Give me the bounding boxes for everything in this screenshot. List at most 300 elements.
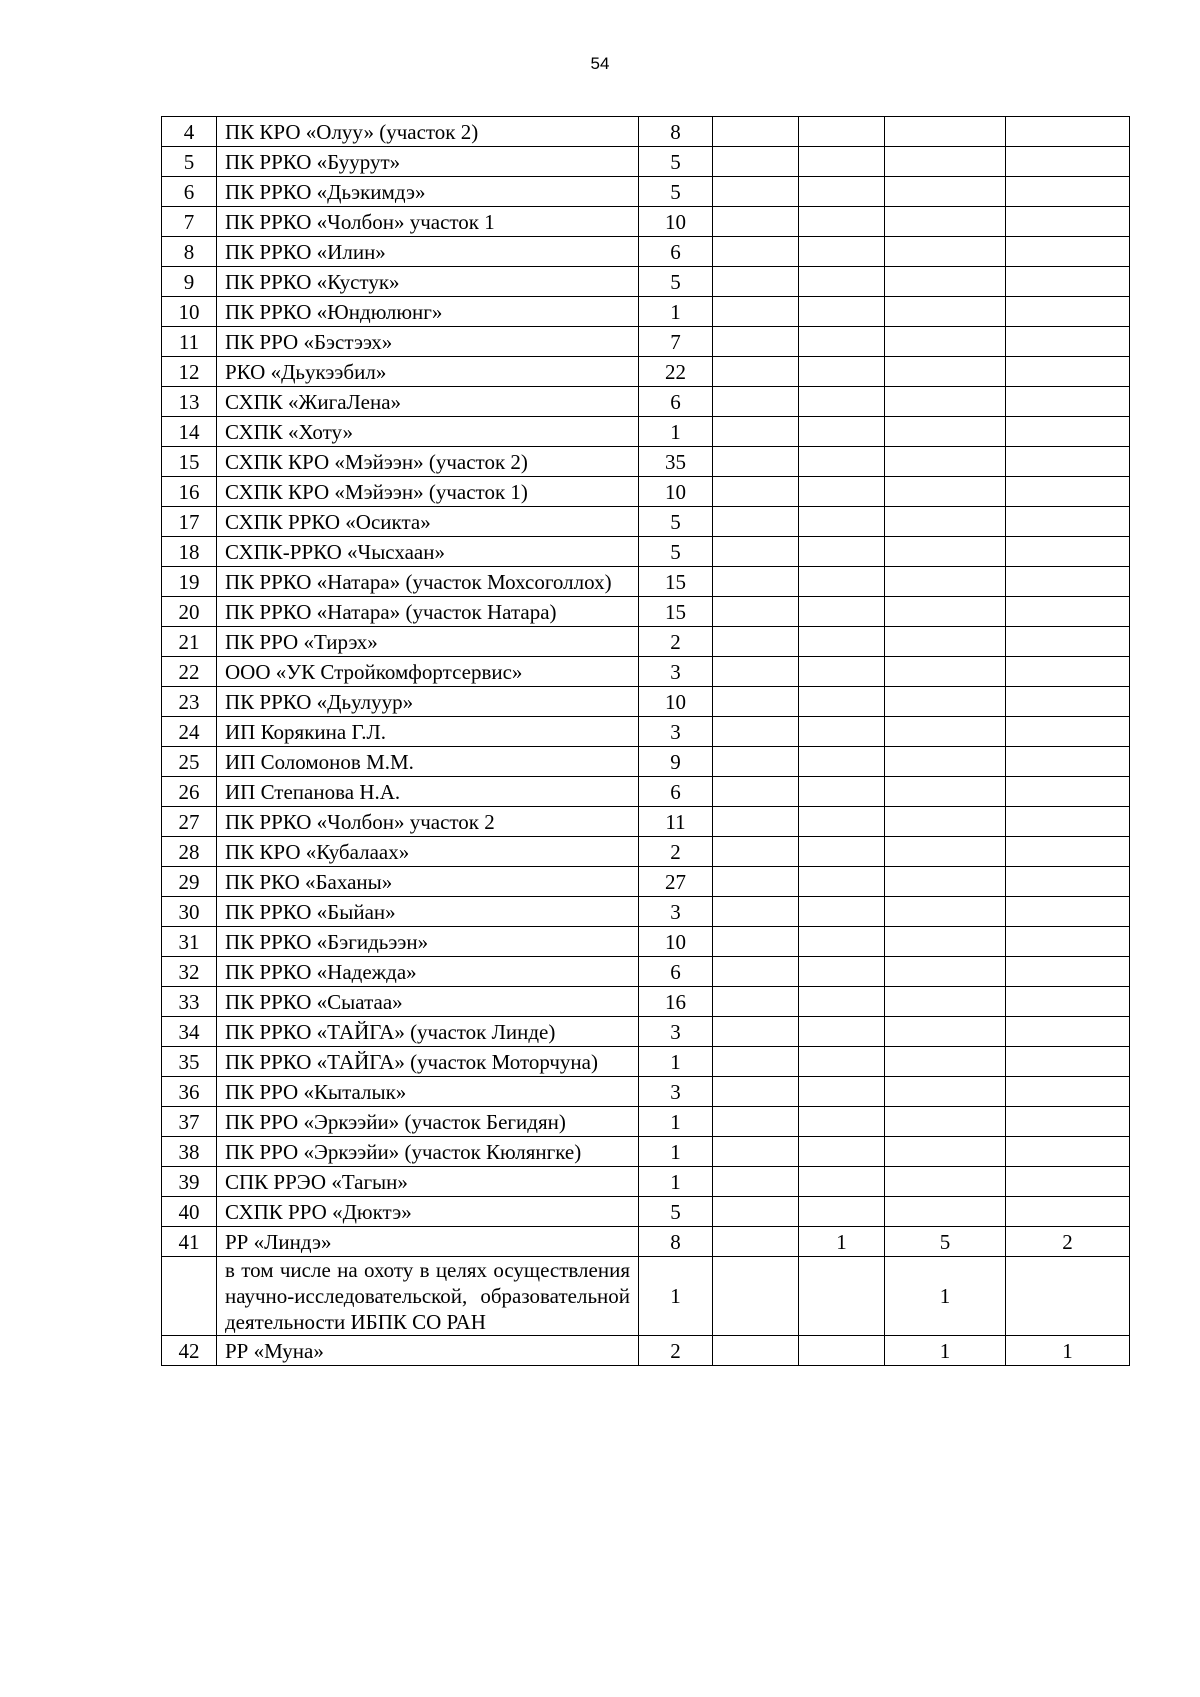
quota-total: 11 <box>639 807 713 837</box>
organization-name: ПК РРКО «Илин» <box>217 237 639 267</box>
table-row <box>162 717 1130 747</box>
row-number: 26 <box>162 777 217 807</box>
table-row <box>162 177 1130 207</box>
quota-col-4 <box>885 657 1006 687</box>
quota-col-4: 1 <box>885 1336 1006 1366</box>
quota-col-4 <box>885 837 1006 867</box>
table-row <box>162 267 1130 297</box>
quota-col-5 <box>1006 387 1130 417</box>
row-number: 8 <box>162 237 217 267</box>
organization-name: СХПК КРО «Мэйээн» (участок 1) <box>217 477 639 507</box>
quota-col-2 <box>713 627 799 657</box>
quota-col-5 <box>1006 747 1130 777</box>
quota-col-3 <box>799 987 885 1017</box>
organization-name: ИП Соломонов М.М. <box>217 747 639 777</box>
quota-total: 16 <box>639 987 713 1017</box>
quota-col-5: 2 <box>1006 1227 1130 1257</box>
quota-col-2 <box>713 927 799 957</box>
organization-name: ПК РРКО «ТАЙГА» (участок Моторчуна) <box>217 1047 639 1077</box>
quota-col-3 <box>799 1197 885 1227</box>
organization-name: ПК РРКО «Буурут» <box>217 147 639 177</box>
row-number: 35 <box>162 1047 217 1077</box>
table-row <box>162 687 1130 717</box>
row-number: 9 <box>162 267 217 297</box>
quota-col-2 <box>713 747 799 777</box>
quota-col-2 <box>713 837 799 867</box>
quota-col-5 <box>1006 657 1130 687</box>
quota-col-4 <box>885 267 1006 297</box>
quota-col-2 <box>713 477 799 507</box>
organization-name: ПК РРКО «Чолбон» участок 2 <box>217 807 639 837</box>
quota-col-5 <box>1006 867 1130 897</box>
quota-col-4 <box>885 1047 1006 1077</box>
quota-total: 10 <box>639 207 713 237</box>
quota-col-3 <box>799 897 885 927</box>
table-row <box>162 927 1130 957</box>
row-number: 42 <box>162 1336 217 1366</box>
quota-col-5 <box>1006 1077 1130 1107</box>
quota-col-3 <box>799 267 885 297</box>
table-row <box>162 237 1130 267</box>
quota-col-5 <box>1006 1197 1130 1227</box>
quota-col-2 <box>713 897 799 927</box>
table-row <box>162 957 1130 987</box>
organization-name: ИП Корякина Г.Л. <box>217 717 639 747</box>
quota-col-2 <box>713 807 799 837</box>
quota-col-3 <box>799 687 885 717</box>
table-row <box>162 207 1130 237</box>
quota-col-3 <box>799 1167 885 1197</box>
quota-col-3 <box>799 807 885 837</box>
quota-col-5 <box>1006 567 1130 597</box>
organization-name: ПК РРКО «Сыатаа» <box>217 987 639 1017</box>
quota-col-4 <box>885 357 1006 387</box>
quota-col-3 <box>799 1017 885 1047</box>
table-row <box>162 837 1130 867</box>
organization-name: РКО «Дьукээбил» <box>217 357 639 387</box>
organization-name: ПК РРКО «Быйан» <box>217 897 639 927</box>
table-row <box>162 357 1130 387</box>
quota-col-2 <box>713 327 799 357</box>
table-row <box>162 1047 1130 1077</box>
quota-col-3 <box>799 597 885 627</box>
quota-col-5 <box>1006 807 1130 837</box>
organization-name: ПК РРКО «Натара» (участок Мохсоголлох) <box>217 567 639 597</box>
table-row <box>162 537 1130 567</box>
organization-name: ПК РРКО «Дьэкимдэ» <box>217 177 639 207</box>
organization-name: РР «Муна» <box>217 1336 639 1366</box>
organization-name: СХПК РРКО «Осикта» <box>217 507 639 537</box>
quota-col-5 <box>1006 597 1130 627</box>
quota-col-2 <box>713 447 799 477</box>
quota-col-2 <box>713 207 799 237</box>
quota-col-2 <box>713 237 799 267</box>
quota-col-3 <box>799 507 885 537</box>
row-number: 25 <box>162 747 217 777</box>
quota-col-3 <box>799 207 885 237</box>
quota-col-4 <box>885 1197 1006 1227</box>
quota-col-3 <box>799 1047 885 1077</box>
table-row <box>162 657 1130 687</box>
quota-col-4 <box>885 207 1006 237</box>
organization-name: ПК РРО «Бэстээх» <box>217 327 639 357</box>
quota-col-5 <box>1006 207 1130 237</box>
quota-col-4 <box>885 567 1006 597</box>
quota-col-2 <box>713 777 799 807</box>
quota-col-2 <box>713 657 799 687</box>
quota-col-4 <box>885 237 1006 267</box>
quota-total: 10 <box>639 687 713 717</box>
row-number: 14 <box>162 417 217 447</box>
quota-col-3 <box>799 1137 885 1167</box>
row-number: 31 <box>162 927 217 957</box>
quota-total: 6 <box>639 957 713 987</box>
quota-col-2 <box>713 1077 799 1107</box>
quota-total: 1 <box>639 1257 713 1336</box>
row-number: 40 <box>162 1197 217 1227</box>
table-row <box>162 297 1130 327</box>
row-number: 19 <box>162 567 217 597</box>
quota-total: 3 <box>639 1017 713 1047</box>
quota-col-2 <box>713 297 799 327</box>
quota-col-5 <box>1006 267 1130 297</box>
row-number: 11 <box>162 327 217 357</box>
quota-col-4 <box>885 507 1006 537</box>
page-number: 54 <box>590 54 610 73</box>
quota-total: 1 <box>639 1107 713 1137</box>
quota-total: 6 <box>639 777 713 807</box>
quota-col-3 <box>799 177 885 207</box>
quota-col-4 <box>885 477 1006 507</box>
quota-col-5 <box>1006 1167 1130 1197</box>
quota-col-5: 1 <box>1006 1336 1130 1366</box>
quota-total: 5 <box>639 177 713 207</box>
table-row <box>162 1167 1130 1197</box>
quota-col-4 <box>885 1077 1006 1107</box>
table-row <box>162 987 1130 1017</box>
quota-col-2 <box>713 417 799 447</box>
quota-col-5 <box>1006 987 1130 1017</box>
quota-col-4 <box>885 897 1006 927</box>
quota-col-5 <box>1006 957 1130 987</box>
quota-col-5 <box>1006 327 1130 357</box>
row-number: 6 <box>162 177 217 207</box>
organization-name: ПК РРО «Кыталык» <box>217 1077 639 1107</box>
quota-total: 5 <box>639 507 713 537</box>
quota-col-4: 1 <box>885 1257 1006 1336</box>
quota-col-4 <box>885 927 1006 957</box>
quota-col-5 <box>1006 777 1130 807</box>
quota-col-5 <box>1006 1107 1130 1137</box>
quota-col-4 <box>885 1017 1006 1047</box>
row-number: 22 <box>162 657 217 687</box>
row-number: 5 <box>162 147 217 177</box>
quota-col-3 <box>799 417 885 447</box>
organization-name: ООО «УК Стройкомфортсервис» <box>217 657 639 687</box>
organization-name: ПК КРО «Олуу» (участок 2) <box>217 117 639 147</box>
row-number: 36 <box>162 1077 217 1107</box>
table-row <box>162 1197 1130 1227</box>
table-row <box>162 117 1130 147</box>
quota-col-4 <box>885 1137 1006 1167</box>
quota-col-4 <box>885 957 1006 987</box>
quota-col-4 <box>885 177 1006 207</box>
organization-name: ПК РРКО «Натара» (участок Натара) <box>217 597 639 627</box>
quota-col-5 <box>1006 477 1130 507</box>
quota-col-3 <box>799 867 885 897</box>
quota-col-5 <box>1006 1047 1130 1077</box>
quota-col-2 <box>713 1137 799 1167</box>
quota-total: 35 <box>639 447 713 477</box>
quota-col-3 <box>799 927 885 957</box>
quota-col-4 <box>885 627 1006 657</box>
quota-total: 2 <box>639 627 713 657</box>
organization-name: СПК РРЭО «Тагын» <box>217 1167 639 1197</box>
row-number: 29 <box>162 867 217 897</box>
quota-col-3 <box>799 777 885 807</box>
table-row <box>162 447 1130 477</box>
organization-name: ПК РРКО «Юндюлюнг» <box>217 297 639 327</box>
quota-col-4 <box>885 1167 1006 1197</box>
quota-total: 3 <box>639 1077 713 1107</box>
quota-col-3 <box>799 237 885 267</box>
organization-name: ПК РРКО «Чолбон» участок 1 <box>217 207 639 237</box>
quota-col-3 <box>799 957 885 987</box>
row-number: 10 <box>162 297 217 327</box>
quota-total: 2 <box>639 837 713 867</box>
quota-col-4 <box>885 297 1006 327</box>
organization-name: ПК КРО «Кубалаах» <box>217 837 639 867</box>
organization-name: ПК РРКО «ТАЙГА» (участок Линде) <box>217 1017 639 1047</box>
row-number: 12 <box>162 357 217 387</box>
quota-col-4 <box>885 537 1006 567</box>
hunting-quota-table <box>161 116 1130 1366</box>
quota-col-4 <box>885 987 1006 1017</box>
organization-name: СХПК-РРКО «Чысхаан» <box>217 537 639 567</box>
quota-total: 1 <box>639 1167 713 1197</box>
organization-name: СХПК «ЖигаЛена» <box>217 387 639 417</box>
quota-col-3 <box>799 1107 885 1137</box>
quota-total: 6 <box>639 237 713 267</box>
quota-col-4 <box>885 1107 1006 1137</box>
quota-total: 9 <box>639 747 713 777</box>
quota-col-2 <box>713 357 799 387</box>
quota-col-2 <box>713 957 799 987</box>
quota-col-4 <box>885 867 1006 897</box>
quota-col-5 <box>1006 1137 1130 1167</box>
quota-total: 5 <box>639 147 713 177</box>
organization-name: ИП Степанова Н.А. <box>217 777 639 807</box>
organization-name: ПК РРКО «Дьулуур» <box>217 687 639 717</box>
quota-col-4 <box>885 117 1006 147</box>
quota-col-2 <box>713 717 799 747</box>
organization-name: ПК РРКО «Кустук» <box>217 267 639 297</box>
quota-col-5 <box>1006 1017 1130 1047</box>
quota-col-5 <box>1006 177 1130 207</box>
row-number: 13 <box>162 387 217 417</box>
quota-col-4 <box>885 777 1006 807</box>
quota-col-3 <box>799 1336 885 1366</box>
quota-total: 10 <box>639 927 713 957</box>
row-number: 38 <box>162 1137 217 1167</box>
quota-total: 5 <box>639 537 713 567</box>
quota-total: 5 <box>639 267 713 297</box>
quota-col-2 <box>713 507 799 537</box>
quota-col-5 <box>1006 687 1130 717</box>
quota-col-2 <box>713 1197 799 1227</box>
quota-col-5 <box>1006 537 1130 567</box>
quota-col-3 <box>799 357 885 387</box>
row-number <box>162 1257 217 1336</box>
quota-col-5 <box>1006 927 1130 957</box>
row-number: 18 <box>162 537 217 567</box>
quota-col-4 <box>885 417 1006 447</box>
quota-col-2 <box>713 147 799 177</box>
row-number: 23 <box>162 687 217 717</box>
row-number: 27 <box>162 807 217 837</box>
quota-col-2 <box>713 267 799 297</box>
organization-name: ПК РРО «Эркээйи» (участок Кюлянгке) <box>217 1137 639 1167</box>
quota-col-5 <box>1006 897 1130 927</box>
quota-col-3 <box>799 477 885 507</box>
quota-col-4 <box>885 327 1006 357</box>
quota-total: 15 <box>639 567 713 597</box>
quota-col-5 <box>1006 717 1130 747</box>
table-row <box>162 1017 1130 1047</box>
table-row <box>162 1077 1130 1107</box>
table-row <box>162 567 1130 597</box>
row-number: 41 <box>162 1227 217 1257</box>
quota-col-2 <box>713 1167 799 1197</box>
quota-col-3 <box>799 117 885 147</box>
row-number: 16 <box>162 477 217 507</box>
quota-col-5 <box>1006 237 1130 267</box>
quota-total: 6 <box>639 387 713 417</box>
quota-col-3 <box>799 717 885 747</box>
row-number: 4 <box>162 117 217 147</box>
row-number: 20 <box>162 597 217 627</box>
quota-col-2 <box>713 1227 799 1257</box>
organization-name: ПК РРО «Эркээйи» (участок Бегидян) <box>217 1107 639 1137</box>
quota-total: 8 <box>639 117 713 147</box>
quota-col-2 <box>713 1047 799 1077</box>
table-row <box>162 147 1130 177</box>
quota-total: 10 <box>639 477 713 507</box>
quota-total: 1 <box>639 1047 713 1077</box>
organization-name: ПК РКО «Баханы» <box>217 867 639 897</box>
table-row <box>162 387 1130 417</box>
quota-col-4 <box>885 807 1006 837</box>
quota-col-3 <box>799 1077 885 1107</box>
quota-col-2 <box>713 1336 799 1366</box>
row-number: 15 <box>162 447 217 477</box>
organization-name: СХПК РРО «Дюктэ» <box>217 1197 639 1227</box>
table-row <box>162 507 1130 537</box>
quota-col-3 <box>799 387 885 417</box>
quota-total: 22 <box>639 357 713 387</box>
quota-col-3 <box>799 567 885 597</box>
quota-total: 3 <box>639 717 713 747</box>
quota-col-5 <box>1006 147 1130 177</box>
table-row <box>162 327 1130 357</box>
quota-total: 27 <box>639 867 713 897</box>
quota-col-3 <box>799 657 885 687</box>
quota-col-2 <box>713 117 799 147</box>
quota-col-2 <box>713 567 799 597</box>
quota-col-3 <box>799 747 885 777</box>
quota-col-5 <box>1006 837 1130 867</box>
table-body <box>162 117 1130 1366</box>
quota-total: 3 <box>639 897 713 927</box>
quota-total: 3 <box>639 657 713 687</box>
table-row <box>162 897 1130 927</box>
table-row <box>162 417 1130 447</box>
row-number: 24 <box>162 717 217 747</box>
quota-col-2 <box>713 537 799 567</box>
organization-name: СХПК «Хоту» <box>217 417 639 447</box>
quota-col-4 <box>885 687 1006 717</box>
quota-col-4 <box>885 717 1006 747</box>
quota-col-5 <box>1006 447 1130 477</box>
quota-total: 1 <box>639 1137 713 1167</box>
quota-col-2 <box>713 387 799 417</box>
organization-name: ПК РРКО «Надежда» <box>217 957 639 987</box>
table-row <box>162 597 1130 627</box>
row-number: 21 <box>162 627 217 657</box>
row-number: 37 <box>162 1107 217 1137</box>
row-number: 30 <box>162 897 217 927</box>
quota-col-4 <box>885 597 1006 627</box>
quota-col-2 <box>713 1107 799 1137</box>
row-number: 32 <box>162 957 217 987</box>
quota-total: 5 <box>639 1197 713 1227</box>
quota-col-2 <box>713 987 799 1017</box>
organization-name: ПК РРКО «Бэгидьээн» <box>217 927 639 957</box>
organization-name: РР «Линдэ» <box>217 1227 639 1257</box>
quota-col-5 <box>1006 297 1130 327</box>
quota-col-2 <box>713 177 799 207</box>
quota-col-2 <box>713 1257 799 1336</box>
quota-col-3 <box>799 447 885 477</box>
quota-col-2 <box>713 867 799 897</box>
quota-col-4 <box>885 747 1006 777</box>
quota-col-4 <box>885 447 1006 477</box>
row-number: 33 <box>162 987 217 1017</box>
quota-col-4 <box>885 147 1006 177</box>
quota-col-5 <box>1006 417 1130 447</box>
quota-total: 2 <box>639 1336 713 1366</box>
table-row <box>162 807 1130 837</box>
quota-total: 8 <box>639 1227 713 1257</box>
row-number: 39 <box>162 1167 217 1197</box>
organization-name: ПК РРО «Тирэх» <box>217 627 639 657</box>
quota-col-5 <box>1006 507 1130 537</box>
quota-col-4 <box>885 387 1006 417</box>
quota-col-3 <box>799 627 885 657</box>
quota-col-3 <box>799 297 885 327</box>
row-number: 17 <box>162 507 217 537</box>
row-number: 34 <box>162 1017 217 1047</box>
quota-col-2 <box>713 1017 799 1047</box>
table-row <box>162 777 1130 807</box>
quota-total: 7 <box>639 327 713 357</box>
organization-name: СХПК КРО «Мэйээн» (участок 2) <box>217 447 639 477</box>
table-row <box>162 477 1130 507</box>
quota-col-2 <box>713 597 799 627</box>
quota-col-3 <box>799 537 885 567</box>
quota-col-4: 5 <box>885 1227 1006 1257</box>
table-row <box>162 1107 1130 1137</box>
